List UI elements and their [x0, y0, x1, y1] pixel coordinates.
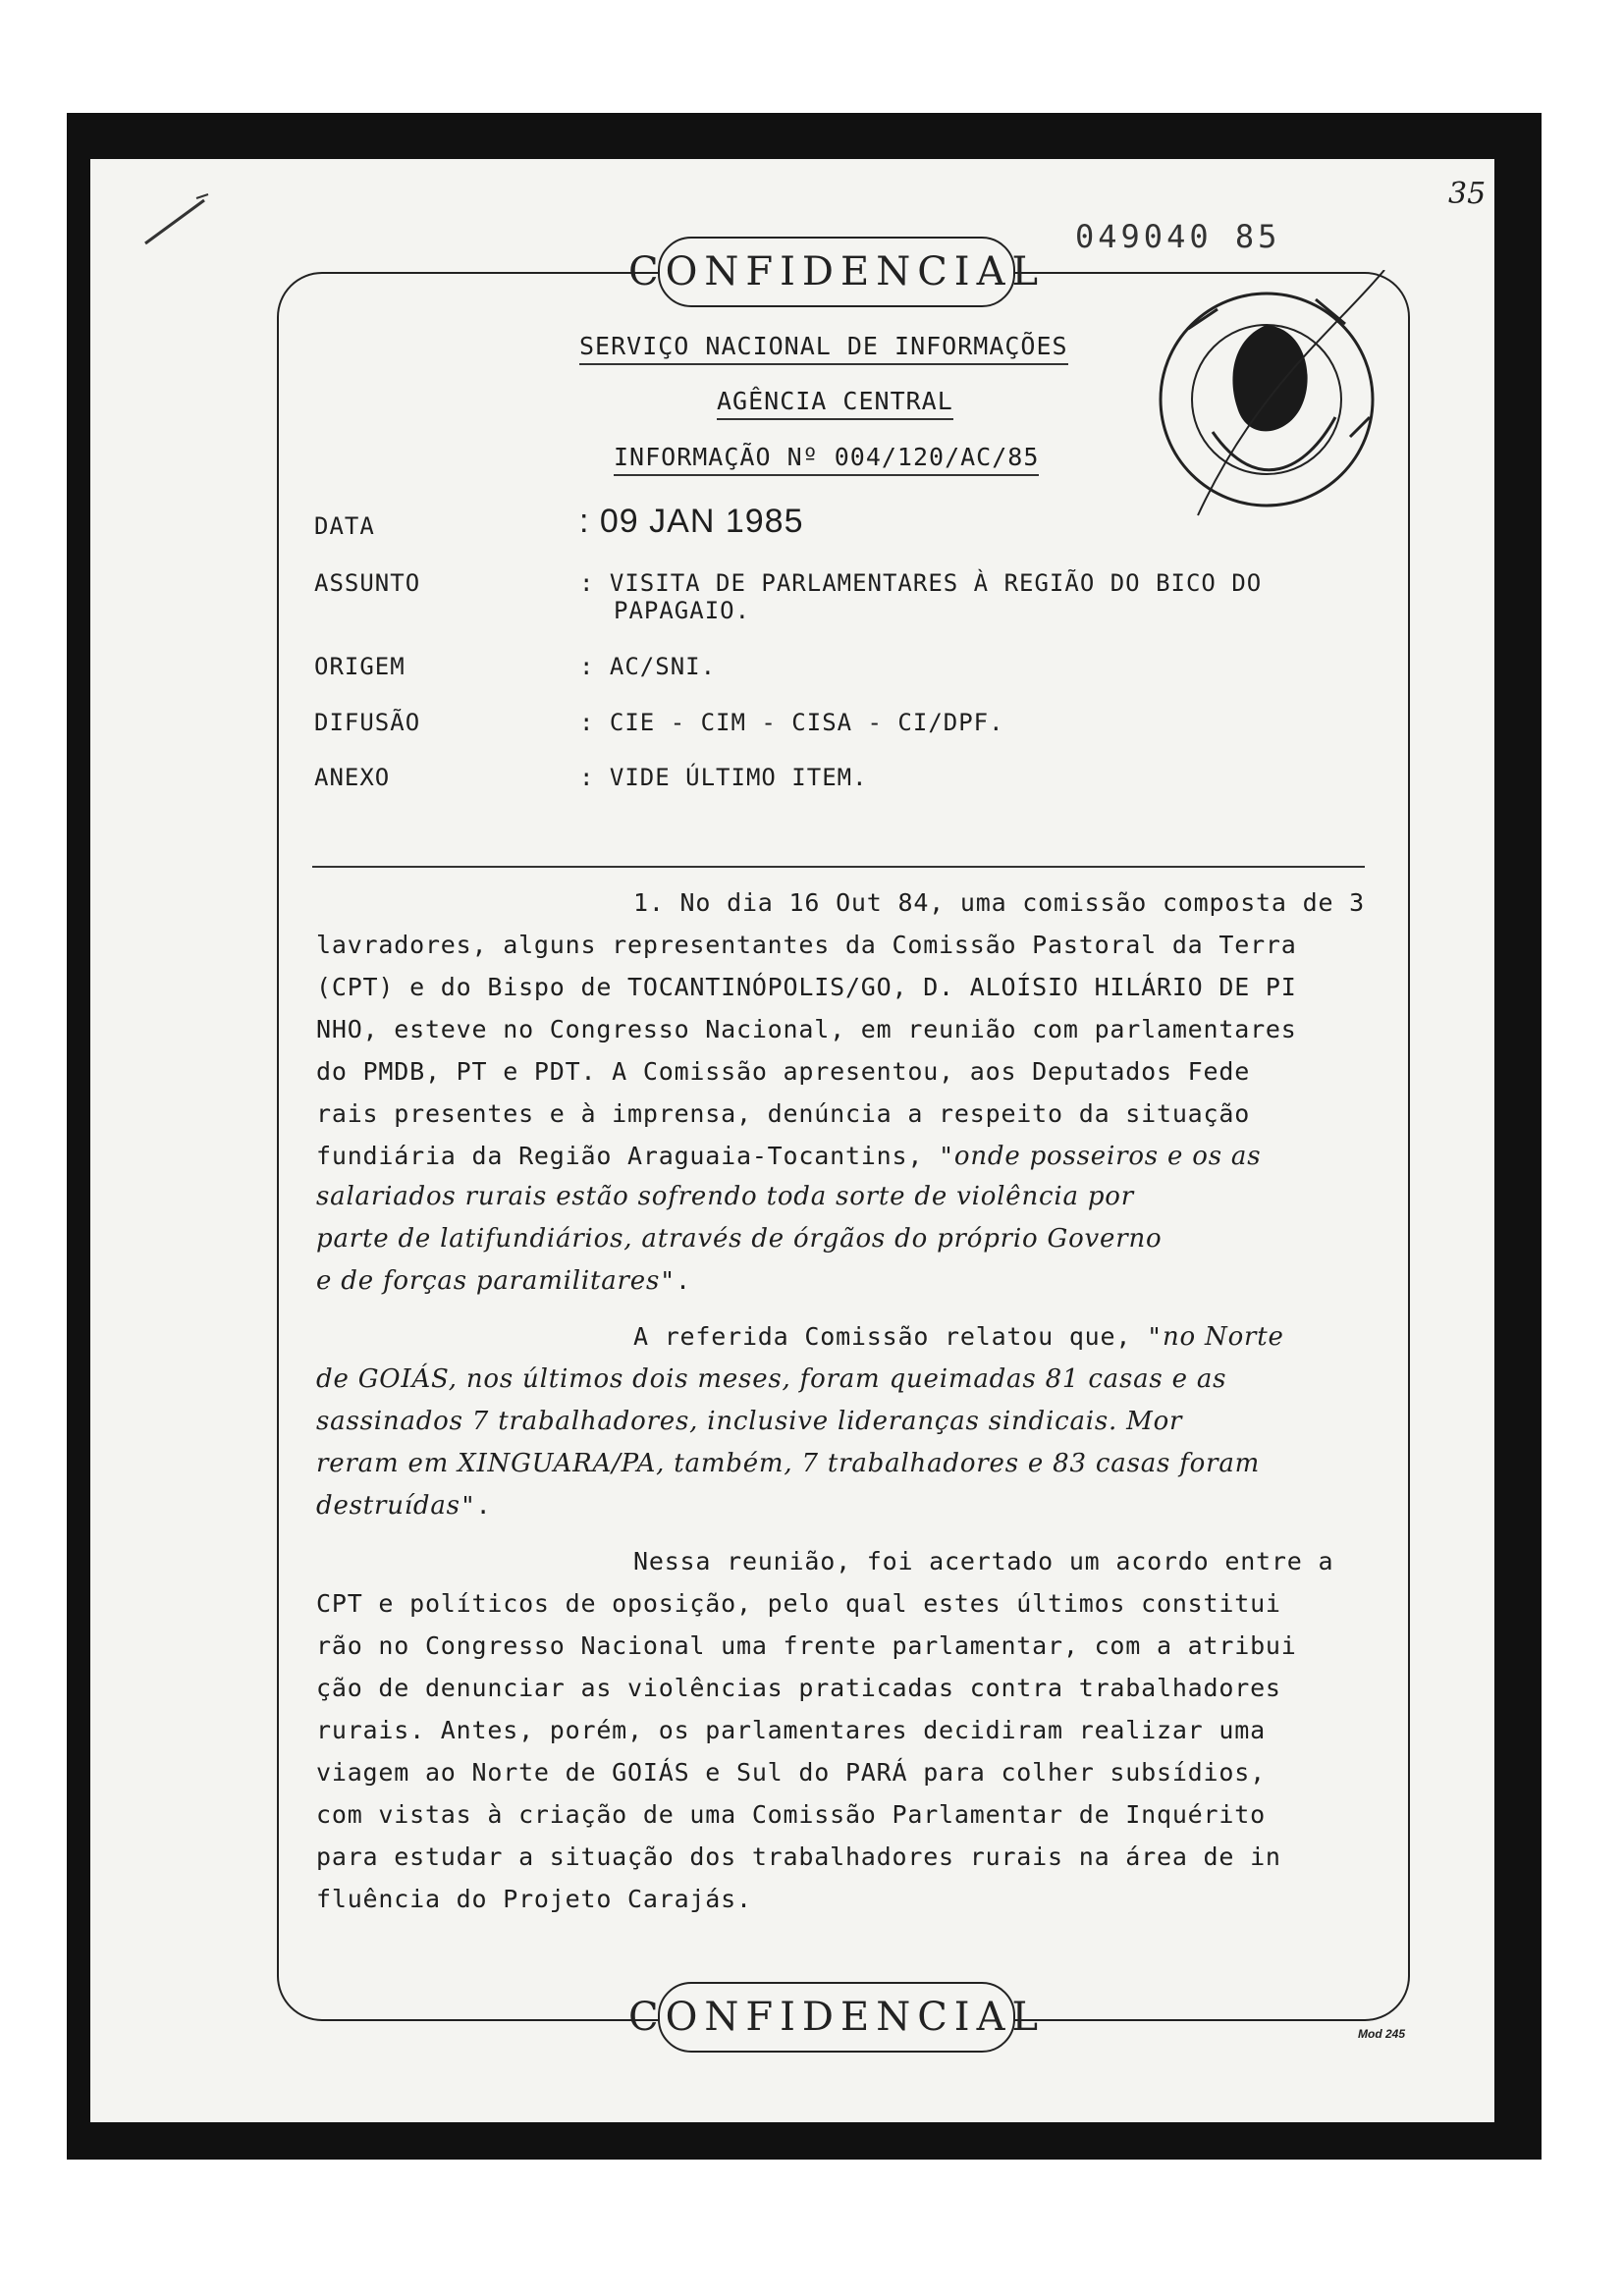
p2-intro: A referida Comissão relatou que, " [633, 1322, 1163, 1351]
p3-line-6: viagem ao Norte de GOIÁS e Sul do PARÁ para colher subsídios, [316, 1758, 1266, 1787]
classification-badge-bottom: CONFIDENCIAL [658, 1982, 1015, 2053]
header-info-number: INFORMAÇÃO Nº 004/120/AC/85 [614, 443, 1039, 476]
form-code: Mod 245 [1358, 2027, 1406, 2041]
field-label-origin: ORIGEM [314, 653, 406, 680]
document-number: 049040 85 [1075, 218, 1281, 255]
p3-line-9: fluência do Projeto Carajás. [316, 1885, 752, 1913]
p3-line-4: ção de denunciar as violências praticadas contra trabalhadores [316, 1674, 1281, 1702]
field-value-annex: : VIDE ÚLTIMO ITEM. [579, 764, 868, 791]
p2-quote-2: de GOIÁS, nos últimos dois meses, foram queimadas 81 casas e as [316, 1364, 1227, 1394]
field-value-diffusion: : CIE - CIM - CISA - CI/DPF. [579, 709, 1004, 736]
p1-line-7: fundiária da Região Araguaia-Tocantins, "onde posseiros e os as [316, 1142, 1262, 1171]
p3-line-2: CPT e políticos de oposição, pelo qual estes últimos constitui [316, 1589, 1281, 1618]
p3-line-7: com vistas à criação de uma Comissão Parlamentar de Inquérito [316, 1800, 1266, 1829]
field-label-subject: ASSUNTO [314, 569, 421, 597]
p1-line-6: rais presentes e à imprensa, denúncia a respeito da situação [316, 1099, 1251, 1128]
p1-line-3: (CPT) e do Bispo de TOCANTINÓPOLIS/GO, D. ALOÍSIO HILÁRIO DE PI [316, 973, 1297, 1001]
p1-line-5: do PMDB, PT e PDT. A Comissão apresentou, aos Deputados Fede [316, 1057, 1251, 1086]
p2-quote-1: no Norte [1162, 1322, 1284, 1352]
p3-line-5: rurais. Antes, porém, os parlamentares decidiram realizar uma [316, 1716, 1266, 1744]
header-office: AGÊNCIA CENTRAL [717, 387, 953, 420]
pen-mark-icon [137, 187, 216, 255]
p1-quote-4: e de forças paramilitares [316, 1266, 661, 1296]
p1-line-2: lavradores, alguns representantes da Comissão Pastoral da Terra [316, 931, 1297, 959]
p3-line-1: Nessa reunião, foi acertado um acordo entre a [633, 1547, 1334, 1575]
p1-quote-2: salariados rurais estão sofrendo toda sorte de violência por [316, 1182, 1134, 1211]
p1-line-7-text: fundiária da Região Araguaia-Tocantins, [316, 1142, 940, 1170]
p1-close: ". [660, 1266, 691, 1295]
p3-line-8: para estudar a situação dos trabalhadores rurais na área de in [316, 1842, 1281, 1871]
p2-close: ". [460, 1491, 492, 1520]
p2-quote-5: destruídas [316, 1491, 460, 1521]
agency-seal-icon [1139, 270, 1404, 555]
p2-line-1 [633, 1322, 1284, 1352]
p2-quote-3: sassinados 7 trabalhadores, inclusive lideranças sindicais. Mor [316, 1407, 1183, 1436]
field-value-origin: : AC/SNI. [579, 653, 717, 680]
field-label-date: DATA [314, 512, 375, 540]
field-value-date: : 09 JAN 1985 [579, 503, 804, 540]
header-agency: SERVIÇO NACIONAL DE INFORMAÇÕES [579, 332, 1068, 365]
p3-line-3: rão no Congresso Nacional uma frente parlamentar, com a atribui [316, 1631, 1297, 1660]
p1-quote-1: onde posseiros e os as [953, 1142, 1262, 1171]
classification-badge-top: CONFIDENCIAL [658, 237, 1015, 307]
p1-line-1: 1. No dia 16 Out 84, uma comissão composta de 3 [633, 888, 1366, 917]
field-label-diffusion: DIFUSÃO [314, 709, 421, 736]
field-value-subject: : VISITA DE PARLAMENTARES À REGIÃO DO BICO DO [579, 569, 1263, 597]
header-separator [312, 866, 1365, 868]
p1-line-4: NHO, esteve no Congresso Nacional, em reunião com parlamentares [316, 1015, 1297, 1043]
p2-quote-4: reram em XINGUARA/PA, também, 7 trabalhadores e 83 casas foram [316, 1449, 1261, 1478]
page-number: 35 [1448, 177, 1487, 211]
p2-line-5 [316, 1491, 492, 1521]
field-value-subject-cont: PAPAGAIO. [614, 597, 751, 624]
p1-quote-4-line [316, 1266, 691, 1296]
p1-quote-3: parte de latifundiários, através de órgãos do próprio Governo [316, 1224, 1163, 1254]
field-label-annex: ANEXO [314, 764, 391, 791]
